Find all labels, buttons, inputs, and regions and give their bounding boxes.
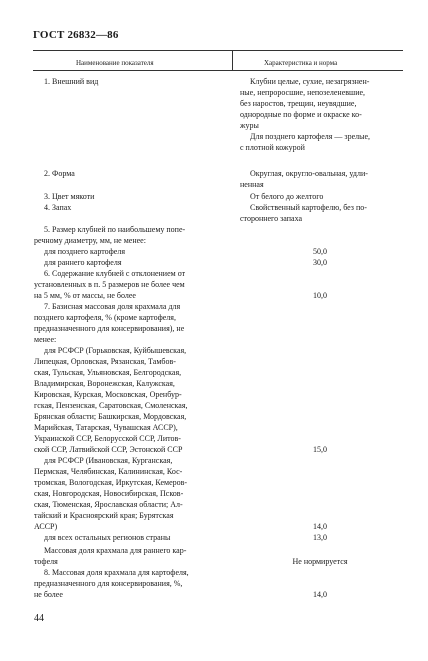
left-line: речному диаметру, мм, не менее: bbox=[34, 236, 146, 245]
table-column-divider bbox=[232, 50, 233, 70]
page-header-title: ГОСТ 26832—86 bbox=[33, 29, 119, 41]
column-header-characteristic: Характеристика и норма bbox=[264, 59, 338, 67]
left-line: установленных в п. 5 размеров не более чем bbox=[34, 280, 185, 289]
value-cell: 14,0 bbox=[313, 522, 327, 531]
left-line: 7. Базисная массовая доля крахмала для bbox=[44, 302, 181, 311]
left-line: ская, Тульская, Ульяновская, Белгородская, bbox=[34, 368, 182, 377]
left-line: Владимирская, Воронежская, Калужская, bbox=[34, 379, 175, 388]
left-line: менее: bbox=[34, 335, 57, 344]
left-line: 8. Массовая доля крахмала для картофеля, bbox=[44, 568, 189, 577]
left-line: 5. Размер клубней по наибольшему попе- bbox=[44, 225, 186, 234]
right-line: ненная bbox=[240, 180, 264, 189]
right-line: с плотной кожурой bbox=[240, 143, 305, 152]
left-line: 1. Внешний вид bbox=[44, 77, 99, 86]
left-line: Брянская области; Башкирская, Мордовская, bbox=[34, 412, 187, 421]
left-line: ская, Тюменская, Ярославская области; Ал- bbox=[34, 500, 183, 509]
right-line: Округлая, округло-овальная, удли- bbox=[250, 169, 368, 178]
left-line: на 5 мм, % от массы, не более bbox=[34, 291, 136, 300]
left-line: Массовая доля крахмала для раннего кар- bbox=[44, 546, 187, 555]
column-header-indicator: Наименование показателя bbox=[76, 59, 154, 67]
left-line: 6. Содержание клубней с отклонением от bbox=[44, 269, 186, 278]
left-line: гская, Пензенская, Саратовская, Смоленская, bbox=[34, 401, 188, 410]
left-line: тайский и Красноярский края; Бурятская bbox=[34, 511, 174, 520]
left-line: Липецкая, Орловская, Рязанская, Тамбов- bbox=[34, 357, 176, 366]
left-line: для позднего картофеля bbox=[44, 247, 126, 256]
left-line: позднего картофеля, % (кроме картофеля, bbox=[34, 313, 176, 322]
right-line: Свойственный картофелю, без по- bbox=[250, 203, 367, 212]
right-line: Клубни целые, сухие, незагрязнен- bbox=[250, 77, 370, 86]
left-line: Кировская, Курская, Московская, Оренбур- bbox=[34, 390, 182, 399]
right-line: без наростов, трещин, неувядшие, bbox=[240, 99, 357, 108]
value-cell: 15,0 bbox=[313, 445, 327, 454]
left-line: не более bbox=[34, 590, 63, 599]
right-line: ные, непроросшие, непозеленевшие, bbox=[240, 88, 366, 97]
right-line: стороннего запаха bbox=[240, 214, 303, 223]
left-line: для раннего картофеля bbox=[44, 258, 122, 267]
left-line: предназначенного для консервирования), не bbox=[34, 324, 185, 333]
table-top-rule bbox=[33, 50, 403, 51]
left-line: тофеля bbox=[34, 557, 58, 566]
right-line: однородные по форме и окраске ко- bbox=[240, 110, 362, 119]
left-line: 2. Форма bbox=[44, 169, 75, 178]
page-number: 44 bbox=[34, 613, 44, 624]
left-line: для РСФСР (Ивановская, Курганская, bbox=[44, 456, 173, 465]
value-cell: Не нормируется bbox=[292, 557, 348, 566]
left-line: 3. Цвет мякоти bbox=[44, 192, 95, 201]
value-cell: 50,0 bbox=[313, 247, 327, 256]
left-line: тромская, Вологодская, Иркутская, Кемеров- bbox=[34, 478, 188, 487]
left-line: для РСФСР (Горьковская, Куйбышевская, bbox=[44, 346, 187, 355]
table-header-bottom-rule bbox=[33, 70, 403, 71]
right-line: журы bbox=[240, 121, 259, 130]
left-line: Пермская, Челябинская, Калининская, Кос- bbox=[34, 467, 183, 476]
left-line: 4. Запах bbox=[44, 203, 72, 212]
value-cell: 13,0 bbox=[313, 533, 327, 542]
left-line: предназначенного для консервирования, %, bbox=[34, 579, 183, 588]
left-line: для всех остальных регионов страны bbox=[44, 533, 171, 542]
left-line: Украинской ССР, Белорусской ССР, Литов- bbox=[34, 434, 181, 443]
value-cell: 14,0 bbox=[313, 590, 327, 599]
left-line: ская, Новгородская, Новосибирская, Псков- bbox=[34, 489, 184, 498]
value-cell: 10,0 bbox=[313, 291, 327, 300]
right-line: От белого до желтого bbox=[250, 192, 324, 201]
left-line: Марийская, Татарская, Чувашская АССР), bbox=[34, 423, 178, 432]
right-line: Для позднего картофеля — зрелые, bbox=[250, 132, 371, 141]
value-cell: 30,0 bbox=[313, 258, 327, 267]
left-line: ской ССР, Латвийской ССР, Эстонской ССР bbox=[34, 445, 183, 454]
left-line: АССР) bbox=[34, 522, 58, 531]
